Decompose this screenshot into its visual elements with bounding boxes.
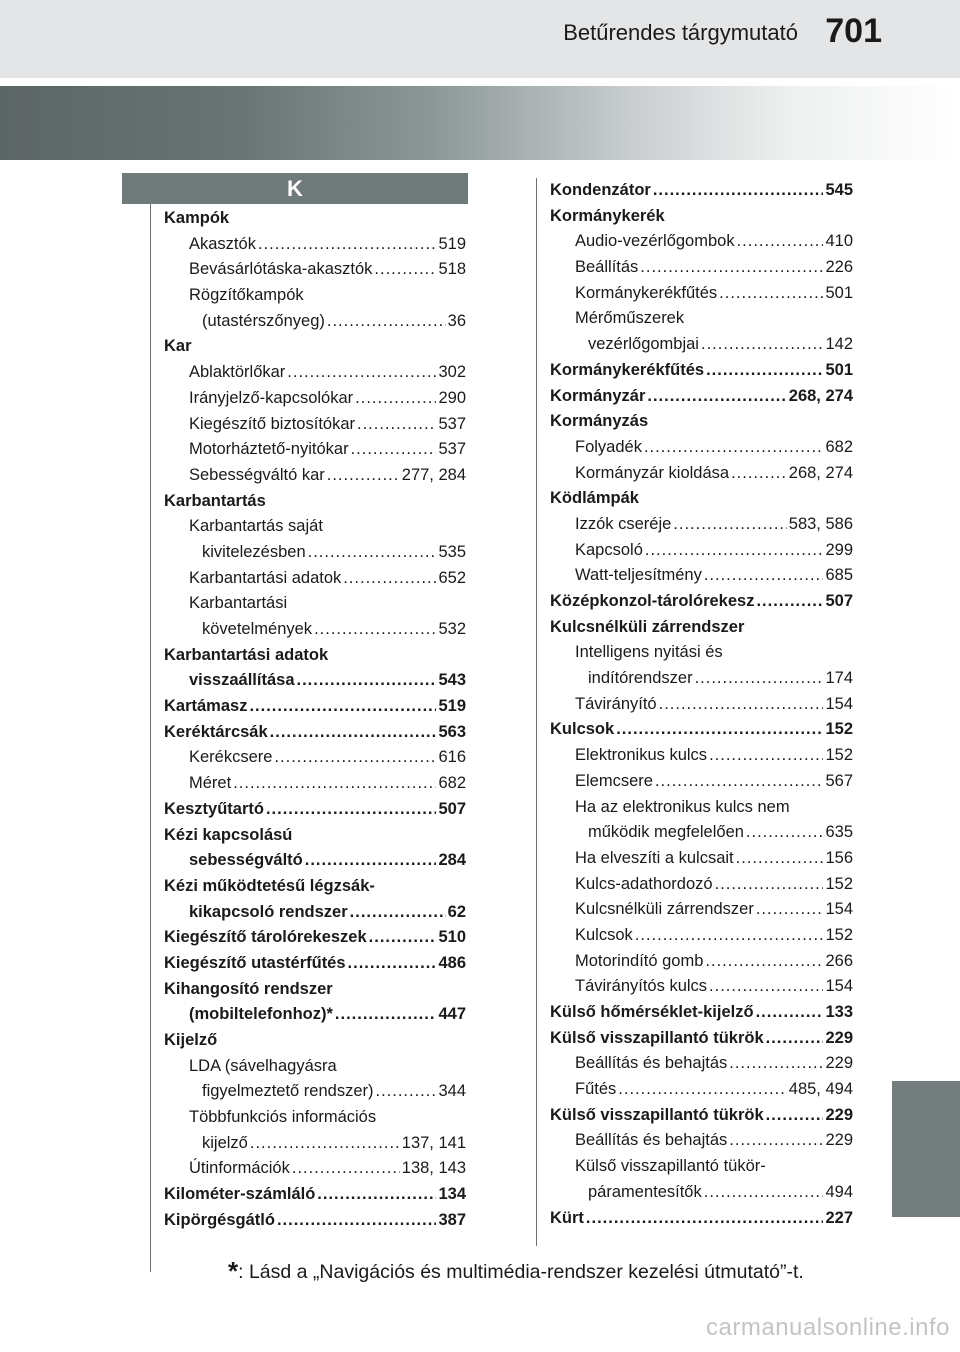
index-entry-page-ref: 507: [825, 592, 853, 610]
index-entry-term: működik megfelelően: [588, 823, 744, 842]
index-entry-page-ref: 507: [438, 799, 466, 818]
index-entry-leader-dots: [729, 1051, 823, 1077]
index-entry-leader-dots: [731, 461, 787, 487]
index-column-right: [550, 178, 853, 1231]
index-entry-page-ref: 545: [825, 181, 853, 199]
index-entry-term: Távirányító: [575, 694, 657, 713]
index-entry: [164, 514, 466, 540]
index-entry: [164, 797, 466, 823]
index-entry-term: kijelző: [202, 1133, 248, 1152]
index-entry: [550, 255, 853, 281]
index-entry-term: sebességváltó: [189, 851, 303, 870]
index-entry-page-ref: 152: [825, 925, 853, 944]
chapter-thumb-tab: [892, 1081, 960, 1217]
index-entry-term: Beállítás és behajtás: [575, 1131, 728, 1150]
index-entry: [550, 769, 853, 795]
index-entry: [164, 1079, 466, 1105]
index-entry-page-ref: 501: [825, 283, 853, 302]
index-entry-leader-dots: [736, 846, 824, 872]
index-entry-page-ref: 387: [438, 1210, 466, 1229]
index-entry-leader-dots: [719, 281, 823, 307]
index-entry-term: Bevásárlótáska-akasztók: [189, 260, 373, 279]
index-entry-page-ref: 138, 143: [401, 1159, 466, 1178]
index-entry: [550, 1051, 853, 1077]
index-entry-leader-dots: [704, 1180, 824, 1206]
index-entry: [164, 566, 466, 592]
index-entry-term: Kormánykerékfűtés: [550, 360, 705, 379]
index-entry-leader-dots: [766, 1103, 824, 1129]
index-entry: [550, 743, 853, 769]
index-entry: [164, 925, 466, 951]
index-entry-leader-dots: [374, 257, 436, 283]
index-entry-page-ref: 152: [825, 746, 853, 765]
index-entry-term: Kijelző: [164, 1031, 218, 1049]
index-entry: [164, 617, 466, 643]
index-entry-page-ref: 635: [825, 823, 853, 842]
footnote: [228, 1256, 804, 1287]
index-entry: [164, 1208, 466, 1234]
index-entry: [550, 640, 853, 666]
index-entry-term: Beállítás: [575, 258, 639, 277]
index-entry-term: Ablaktörlőkar: [189, 363, 286, 382]
index-entry: [164, 412, 466, 438]
index-entry-page-ref: 154: [825, 694, 853, 713]
index-entry: [164, 283, 466, 309]
index-entry-page-ref: 266: [825, 951, 853, 970]
index-entry: [164, 206, 466, 232]
index-entry-term: Kapcsoló: [575, 540, 643, 559]
index-entry-page-ref: 229: [825, 1054, 853, 1073]
index-entry: [550, 204, 853, 230]
index-entry: [164, 848, 466, 874]
index-entry: [164, 977, 466, 1003]
index-entry-term: Kormányzás: [550, 412, 649, 431]
index-entry-page-ref: 510: [438, 928, 466, 947]
index-entry-term: Kesztyűtartó: [164, 799, 264, 818]
index-entry: [164, 309, 466, 335]
index-entry: [164, 745, 466, 771]
index-entry-term: Kulcsok: [550, 720, 615, 739]
index-entry-page-ref: 36: [447, 311, 466, 330]
index-entry: [550, 384, 853, 410]
index-entry-leader-dots: [249, 694, 436, 720]
index-entry-page-ref: 447: [438, 1005, 466, 1024]
index-entry: [550, 872, 853, 898]
index-entry-term: Akasztók: [189, 234, 256, 253]
index-entry-page-ref: 154: [825, 900, 853, 919]
index-entry-leader-dots: [644, 435, 824, 461]
index-entry-page-ref: 532: [438, 620, 466, 638]
index-entry-leader-dots: [233, 771, 436, 797]
index-entry-leader-dots: [270, 720, 437, 746]
index-entry-term: Kipörgésgátló: [164, 1210, 275, 1229]
index-entry-page-ref: 501: [825, 360, 853, 379]
index-entry-term: Külső hőmérséklet-kijelző: [550, 1003, 754, 1021]
section-title: Betűrendes tárgymutató: [563, 20, 798, 45]
index-entry-leader-dots: [250, 1131, 400, 1157]
index-entry-term: Kormánykerék: [550, 206, 665, 225]
index-entry-leader-dots: [647, 384, 786, 410]
index-entry: [164, 257, 466, 283]
index-entry-page-ref: 268, 274: [788, 386, 853, 405]
index-entry-page-ref: 302: [438, 363, 466, 382]
index-entry-leader-dots: [350, 900, 446, 926]
index-entry-term: Motorháztető-nyitókar: [189, 440, 349, 459]
index-entry-leader-dots: [709, 974, 823, 1000]
index-entry-term: Karbantartási adatok: [164, 645, 329, 664]
index-entry: [164, 1054, 466, 1080]
index-entry: [164, 1028, 466, 1054]
index-entry-leader-dots: [292, 1156, 400, 1182]
index-entry: [164, 591, 466, 617]
index-entry-term: (mobiltelefonhoz)*: [189, 1005, 333, 1024]
index-entry: [550, 949, 853, 975]
index-entry-term: Középkonzol-tárolórekesz: [550, 592, 755, 610]
index-entry: [550, 461, 853, 487]
index-entry-leader-dots: [369, 925, 437, 951]
index-entry-term: vezérlőgombjai: [588, 335, 699, 354]
index-entry-page-ref: 485, 494: [788, 1080, 853, 1099]
index-entry-page-ref: 685: [825, 566, 853, 585]
index-entry-leader-dots: [715, 872, 824, 898]
index-entry-term: Kulcs-adathordozó: [575, 874, 713, 893]
index-entry-term: Kartámasz: [164, 697, 248, 716]
index-entry: [550, 1103, 853, 1129]
index-entry: [550, 563, 853, 589]
index-entry-page-ref: 268, 274: [788, 463, 853, 482]
index-entry-term: Kulcsnélküli zárrendszer: [550, 617, 745, 636]
index-entry-page-ref: 299: [825, 540, 853, 559]
index-entry-page-ref: 616: [438, 748, 466, 767]
index-entry-leader-dots: [287, 360, 436, 386]
index-entry-page-ref: 519: [438, 697, 466, 716]
index-entry-term: visszaállítása: [189, 671, 295, 690]
index-entry: [164, 437, 466, 463]
index-entry-page-ref: 229: [825, 1131, 853, 1150]
index-entry-page-ref: 156: [825, 848, 853, 867]
index-entry: [550, 486, 853, 512]
index-column-left: [164, 206, 466, 1234]
index-entry: [550, 1206, 853, 1232]
index-entry: [550, 512, 853, 538]
index-entry-page-ref: 537: [438, 440, 466, 459]
index-entry: [550, 1077, 853, 1103]
footnote-asterisk: *: [228, 1256, 239, 1286]
index-entry-leader-dots: [756, 897, 824, 923]
index-entry: [164, 720, 466, 746]
index-entry-page-ref: 682: [438, 774, 466, 793]
index-entry-leader-dots: [673, 512, 786, 538]
index-entry-leader-dots: [709, 743, 823, 769]
index-entry-leader-dots: [277, 1208, 437, 1234]
gradient-banner: [0, 86, 960, 160]
index-entry-page-ref: 284: [438, 851, 466, 870]
index-entry-leader-dots: [695, 666, 824, 692]
index-entry-term: Elektronikus kulcs: [575, 746, 708, 765]
index-entry-term: indítórendszer: [588, 669, 693, 688]
index-entry: [164, 900, 466, 926]
index-entry-leader-dots: [746, 820, 824, 846]
index-entry-leader-dots: [376, 1079, 437, 1105]
index-entry-leader-dots: [701, 332, 823, 358]
index-entry-term: páramentesítők: [588, 1182, 702, 1201]
index-entry-leader-dots: [357, 412, 436, 438]
index-entry-leader-dots: [305, 848, 437, 874]
index-entry-leader-dots: [317, 1182, 436, 1208]
index-entry: [164, 360, 466, 386]
index-entry: [550, 974, 853, 1000]
index-entry-leader-dots: [348, 951, 437, 977]
index-entry: [164, 463, 466, 489]
index-entry-page-ref: 537: [438, 414, 466, 433]
index-entry: [164, 951, 466, 977]
index-entry: [550, 332, 853, 358]
index-entry-term: Intelligens nyitási és: [575, 643, 723, 662]
index-entry: [164, 1156, 466, 1182]
index-entry-term: Méret: [189, 774, 232, 793]
index-entry-term: Útinformációk: [189, 1159, 290, 1178]
index-entry-term: Kormányzár kioldása: [575, 463, 730, 482]
index-entry-term: (utastérszőnyeg): [202, 311, 325, 330]
index-entry-term: Ha elveszíti a kulcsait: [575, 848, 734, 867]
index-entry-page-ref: 518: [438, 260, 466, 279]
index-entry-leader-dots: [618, 1077, 786, 1103]
index-entry-term: követelmények: [202, 620, 313, 638]
index-entry-leader-dots: [616, 717, 823, 743]
index-entry-leader-dots: [706, 358, 823, 384]
index-entry-term: Beállítás és behajtás: [575, 1054, 728, 1073]
index-entry: [550, 795, 853, 821]
index-entry-leader-dots: [655, 769, 824, 795]
index-entry-term: Rögzítőkampók: [189, 286, 304, 305]
index-entry-term: Kilométer-számláló: [164, 1185, 316, 1204]
index-entry: [164, 334, 466, 360]
index-entry-page-ref: 410: [825, 232, 853, 251]
index-entry-leader-dots: [737, 229, 824, 255]
index-entry-leader-dots: [327, 463, 400, 489]
index-entry: [550, 1154, 853, 1180]
index-entry-leader-dots: [586, 1206, 824, 1232]
index-entry-term: Irányjelző-kapcsolókar: [189, 388, 354, 407]
index-entry-page-ref: 543: [438, 671, 466, 690]
index-entry-term: Kormánykerékfűtés: [575, 283, 718, 302]
index-entry-term: Külső visszapillantó tükrök: [550, 1105, 764, 1124]
index-entry-term: Mérőműszerek: [575, 309, 685, 328]
index-entry-page-ref: 290: [438, 388, 466, 407]
index-entry-term: Audio-vezérlőgombok: [575, 232, 735, 251]
index-entry-page-ref: 583, 586: [788, 514, 853, 533]
index-entry-page-ref: 227: [825, 1208, 853, 1227]
index-letter-header: K: [122, 173, 468, 204]
index-entry: [550, 306, 853, 332]
index-entry-leader-dots: [297, 668, 437, 694]
index-entry: [550, 692, 853, 718]
index-entry-term: Kondenzátor: [550, 181, 651, 199]
index-entry: [550, 1026, 853, 1052]
index-entry: [550, 1000, 853, 1026]
index-entry: [164, 874, 466, 900]
index-entry: [550, 820, 853, 846]
index-entry: [550, 538, 853, 564]
index-entry-leader-dots: [308, 540, 437, 566]
page-number: 701: [825, 12, 882, 50]
index-entry-term: Kiegészítő biztosítókar: [189, 414, 355, 433]
left-column-rule: [150, 204, 151, 1272]
index-entry-page-ref: 519: [438, 234, 466, 253]
index-entry-page-ref: 152: [825, 874, 853, 893]
index-entry-term: Kampók: [164, 209, 230, 227]
index-entry: [550, 1128, 853, 1154]
index-entry-leader-dots: [756, 589, 823, 615]
index-entry-page-ref: 137, 141: [401, 1133, 466, 1152]
index-entry-page-ref: 133: [825, 1003, 853, 1021]
index-entry-leader-dots: [766, 1026, 824, 1052]
index-entry-leader-dots: [335, 1002, 437, 1028]
index-entry: [164, 694, 466, 720]
index-entry-term: Karbantartás saját: [189, 517, 323, 536]
index-entry-term: Többfunkciós információs: [189, 1108, 377, 1127]
index-entry: [164, 1131, 466, 1157]
index-entry-term: Elemcsere: [575, 771, 653, 790]
index-entry: [550, 178, 853, 204]
index-entry: [550, 229, 853, 255]
index-entry-term: Karbantartási: [189, 594, 288, 613]
index-entry-leader-dots: [351, 437, 437, 463]
index-entry-page-ref: 134: [438, 1185, 466, 1204]
index-entry-page-ref: 277, 284: [401, 465, 466, 484]
index-entry-term: Kézi kapcsolású: [164, 825, 293, 844]
index-entry: [550, 897, 853, 923]
index-entry-page-ref: 229: [825, 1105, 853, 1124]
index-entry-term: Folyadék: [575, 437, 642, 456]
index-entry-term: Kerékcsere: [189, 748, 273, 767]
index-entry: [550, 717, 853, 743]
index-entry: [164, 489, 466, 515]
index-entry-leader-dots: [659, 692, 824, 718]
index-entry-term: Karbantartás: [164, 491, 266, 510]
index-entry-term: Távirányítós kulcs: [575, 977, 708, 996]
index-entry-term: Kiegészítő utastérfűtés: [164, 953, 346, 972]
index-entry: [550, 923, 853, 949]
index-entry-page-ref: 344: [438, 1082, 466, 1101]
index-entry-page-ref: 154: [825, 977, 853, 996]
index-entry-page-ref: 682: [825, 437, 853, 456]
index-entry-term: Karbantartási adatok: [189, 568, 342, 587]
index-entry-leader-dots: [327, 309, 446, 335]
index-entry-leader-dots: [355, 386, 436, 412]
watermark-text: carmanualsonline.info: [706, 1314, 950, 1341]
index-entry-term: Külső visszapillantó tükör-: [575, 1157, 766, 1176]
index-entry-term: Keréktárcsák: [164, 722, 268, 741]
index-entry-term: Fűtés: [575, 1080, 617, 1099]
index-entry-term: Watt-teljesítmény: [575, 566, 702, 585]
index-entry-leader-dots: [640, 255, 823, 281]
index-entry-leader-dots: [258, 232, 437, 258]
index-entry: [164, 643, 466, 669]
index-entry-page-ref: 152: [825, 720, 853, 739]
index-entry: [550, 1180, 853, 1206]
page-header-band: [0, 0, 960, 78]
index-entry: [550, 358, 853, 384]
index-entry-term: Kar: [164, 337, 192, 356]
index-entry: [164, 668, 466, 694]
index-entry-term: Motorindító gomb: [575, 951, 704, 970]
index-entry-leader-dots: [314, 617, 436, 643]
index-entry-term: LDA (sávelhagyásra: [189, 1056, 337, 1075]
index-entry-leader-dots: [705, 949, 823, 975]
index-entry-leader-dots: [729, 1128, 823, 1154]
index-entry-page-ref: 62: [447, 902, 466, 921]
index-entry: [164, 1002, 466, 1028]
index-entry-page-ref: 486: [438, 953, 466, 972]
index-entry-page-ref: 535: [438, 542, 466, 561]
index-entry-term: Sebességváltó kar: [189, 465, 325, 484]
index-entry-term: Kürt: [550, 1208, 584, 1227]
footnote-text: : Lásd a „Navigációs és multimédia-rendszer kezelési útmutató”-t.: [238, 1261, 804, 1283]
index-entry-leader-dots: [756, 1000, 824, 1026]
index-entry-leader-dots: [274, 745, 436, 771]
index-entry-term: kivitelezésben: [202, 542, 306, 561]
index-entry-term: Izzók cseréje: [575, 514, 672, 533]
index-entry-leader-dots: [343, 566, 436, 592]
index-entry-page-ref: 563: [438, 722, 466, 741]
index-entry-page-ref: 226: [825, 258, 853, 277]
index-entry-leader-dots: [266, 797, 437, 823]
index-entry-leader-dots: [635, 923, 824, 949]
index-entry-page-ref: 174: [825, 669, 853, 688]
index-entry-term: Ködlámpák: [550, 489, 639, 508]
index-entry-term: Ha az elektronikus kulcs nem: [575, 797, 790, 816]
index-entry-page-ref: 652: [438, 568, 466, 587]
index-entry-leader-dots: [653, 178, 824, 204]
index-entry-page-ref: 229: [825, 1028, 853, 1047]
index-entry: [164, 540, 466, 566]
index-entry-leader-dots: [645, 538, 824, 564]
index-entry: [550, 615, 853, 641]
index-entry: [164, 386, 466, 412]
index-entry: [550, 281, 853, 307]
index-entry: [550, 589, 853, 615]
index-entry-page-ref: 567: [825, 771, 853, 790]
index-entry-term: Kézi működtetésű légzsák-: [164, 876, 375, 895]
index-entry-term: Kulcsok: [575, 925, 633, 944]
index-entry: [164, 232, 466, 258]
index-entry-term: Kihangosító rendszer: [164, 979, 333, 998]
index-entry-term: Külső visszapillantó tükrök: [550, 1028, 764, 1047]
index-entry-term: figyelmeztető rendszer): [202, 1082, 374, 1101]
index-entry-term: kikapcsoló rendszer: [189, 902, 348, 921]
index-entry: [164, 823, 466, 849]
index-entry-term: Kiegészítő tárolórekeszek: [164, 928, 367, 947]
index-entry: [550, 435, 853, 461]
index-entry-term: Kormányzár: [550, 386, 646, 405]
index-entry: [164, 1105, 466, 1131]
index-entry-page-ref: 142: [825, 335, 853, 354]
index-entry: [550, 846, 853, 872]
index-entry: [164, 1182, 466, 1208]
index-entry-leader-dots: [704, 563, 824, 589]
index-entry: [550, 666, 853, 692]
index-entry-page-ref: 494: [825, 1182, 853, 1201]
index-entry: [164, 771, 466, 797]
index-entry: [550, 409, 853, 435]
center-column-rule: [536, 178, 537, 1246]
index-entry-term: Kulcsnélküli zárrendszer: [575, 900, 754, 919]
